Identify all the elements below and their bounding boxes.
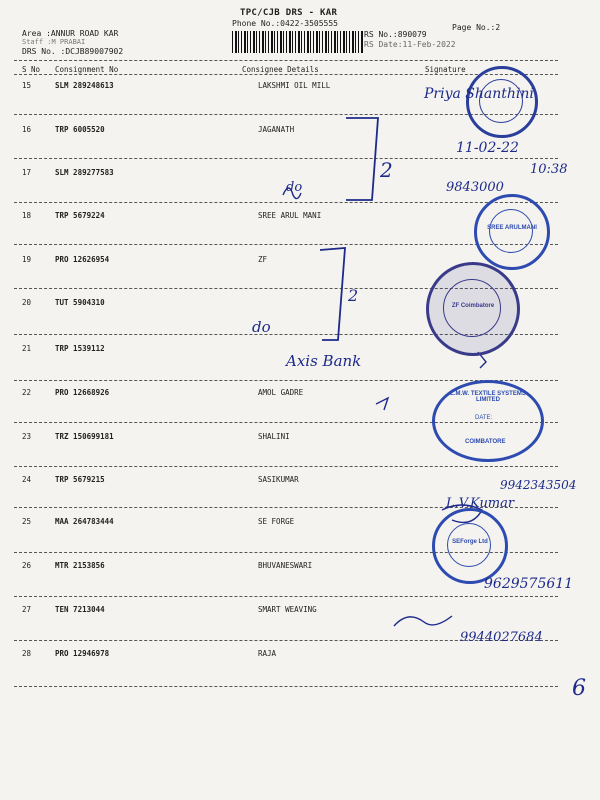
phone-number: Phone No.:0422-3505555 bbox=[232, 19, 338, 28]
row-consignment: MTR 2153856 bbox=[55, 561, 105, 570]
row-consignee: RAJA bbox=[258, 649, 277, 658]
tick-22 bbox=[376, 398, 388, 410]
row-consignment: TRP 1539112 bbox=[55, 344, 105, 353]
stamp-inner-ring bbox=[447, 523, 491, 567]
row-consignment: TUT 5904310 bbox=[55, 298, 105, 307]
arulmani-stamp bbox=[474, 194, 550, 270]
row-sno: 28 bbox=[22, 649, 32, 658]
row-consignment: PRO 12946978 bbox=[55, 649, 110, 658]
row-consignment: TRZ 150699181 bbox=[55, 432, 114, 441]
handwritten-corner-number: 6 bbox=[572, 676, 586, 701]
bracket-1 bbox=[346, 118, 378, 200]
row-consignee: BHUVANESWARI bbox=[258, 561, 313, 570]
area-field: Area :ANNUR ROAD KAR bbox=[22, 29, 119, 38]
handwritten-phone-17: 9843000 bbox=[446, 180, 504, 195]
row-consignment: TRP 5679224 bbox=[55, 211, 105, 220]
lmw-stamp bbox=[432, 380, 544, 462]
handwritten-time-16: 10:38 bbox=[530, 162, 568, 177]
stamp-date-label: DATE: bbox=[475, 415, 493, 421]
stamp-city: COIMBATORE bbox=[465, 439, 506, 445]
stamp-text: SEForge Ltd bbox=[452, 539, 488, 545]
row-sno: 19 bbox=[22, 255, 32, 264]
row-consignee: SASIKUMAR bbox=[258, 475, 299, 484]
row-sno: 20 bbox=[22, 298, 32, 307]
row-consignee: SREE ARUL MANI bbox=[258, 211, 322, 220]
column-header-signature: Signature bbox=[425, 65, 466, 74]
ditto-mark-2: do bbox=[252, 318, 271, 336]
page-number: Page No.:2 bbox=[452, 23, 501, 32]
handwritten-axis-bank: Axis Bank bbox=[286, 352, 362, 370]
zf-stamp bbox=[426, 262, 520, 356]
row-consignment: PRO 12626954 bbox=[55, 255, 110, 264]
row-consignee: SE FORGE bbox=[258, 517, 295, 526]
handwritten-phone-24: 9942343504 bbox=[500, 478, 577, 492]
handwritten-date-16: 11-02-22 bbox=[456, 140, 519, 156]
row-consignee: AMOL GADRE bbox=[258, 388, 304, 397]
rs-number: RS No.:890079 bbox=[364, 30, 427, 39]
row-consignee: SHALINI bbox=[258, 432, 290, 441]
row-consignment: SLM 289248613 bbox=[55, 81, 114, 90]
scribble-27 bbox=[394, 616, 452, 626]
row-consignment: TEN 7213044 bbox=[55, 605, 105, 614]
row-consignee: JAGANATH bbox=[258, 125, 295, 134]
row-consignment: PRO 12668926 bbox=[55, 388, 110, 397]
row-sno: 24 bbox=[22, 475, 32, 484]
drs-number: DRS No. :DCJB89007902 bbox=[22, 47, 124, 56]
row-sno: 21 bbox=[22, 344, 32, 353]
staff-field: Staff :M PRABAI bbox=[22, 38, 86, 46]
rs-date: RS Date:11-Feb-2022 bbox=[364, 40, 456, 49]
row-consignment: TRP 6005520 bbox=[55, 125, 105, 134]
row-sno: 22 bbox=[22, 388, 32, 397]
row-consignee: ZF bbox=[258, 255, 268, 264]
row-sno: 26 bbox=[22, 561, 32, 570]
signature-stamp-15 bbox=[466, 66, 538, 138]
row-consignment: TRP 5679215 bbox=[55, 475, 105, 484]
bracket-2 bbox=[320, 248, 345, 340]
stamp-text: L.M.W. TEXTILE SYSTEMS LIMITED bbox=[450, 391, 526, 403]
row-sno: 17 bbox=[22, 168, 32, 177]
row-sno: 18 bbox=[22, 211, 32, 220]
sheet-title: TPC/CJB DRS - KAR bbox=[240, 8, 338, 18]
row-consignee: LAKSHMI OIL MILL bbox=[258, 81, 331, 90]
row-sno: 15 bbox=[22, 81, 32, 90]
row-sno: 27 bbox=[22, 605, 32, 614]
column-header-consignee: Consignee Details bbox=[242, 65, 319, 74]
handwritten-phone-26: 9629575611 bbox=[484, 576, 574, 592]
row-consignee: SMART WEAVING bbox=[258, 605, 317, 614]
column-header-sno: S No bbox=[22, 65, 41, 74]
bracket-number-2: 2 bbox=[348, 286, 359, 305]
ditto-mark-1: do bbox=[286, 180, 303, 195]
stamp-inner-ring bbox=[489, 209, 533, 253]
row-sno: 23 bbox=[22, 432, 32, 441]
row-sno: 16 bbox=[22, 125, 32, 134]
stamp-text: SREE ARULMANI bbox=[487, 225, 537, 231]
seforge-stamp bbox=[432, 508, 508, 584]
row-sno: 25 bbox=[22, 517, 32, 526]
stamp-text: ZF Coimbatore bbox=[451, 303, 495, 309]
bracket-number-1: 2 bbox=[380, 158, 393, 182]
handwritten-phone-27: 9944027684 bbox=[460, 630, 543, 645]
handwritten-signature-15: Priya Shanthini bbox=[424, 86, 534, 102]
handwritten-name-24: L.V.Kumar bbox=[446, 496, 515, 511]
row-consignment: MAA 264783444 bbox=[55, 517, 114, 526]
column-header-consignment: Consignment No bbox=[55, 65, 119, 74]
row-consignment: SLM 289277583 bbox=[55, 168, 114, 177]
